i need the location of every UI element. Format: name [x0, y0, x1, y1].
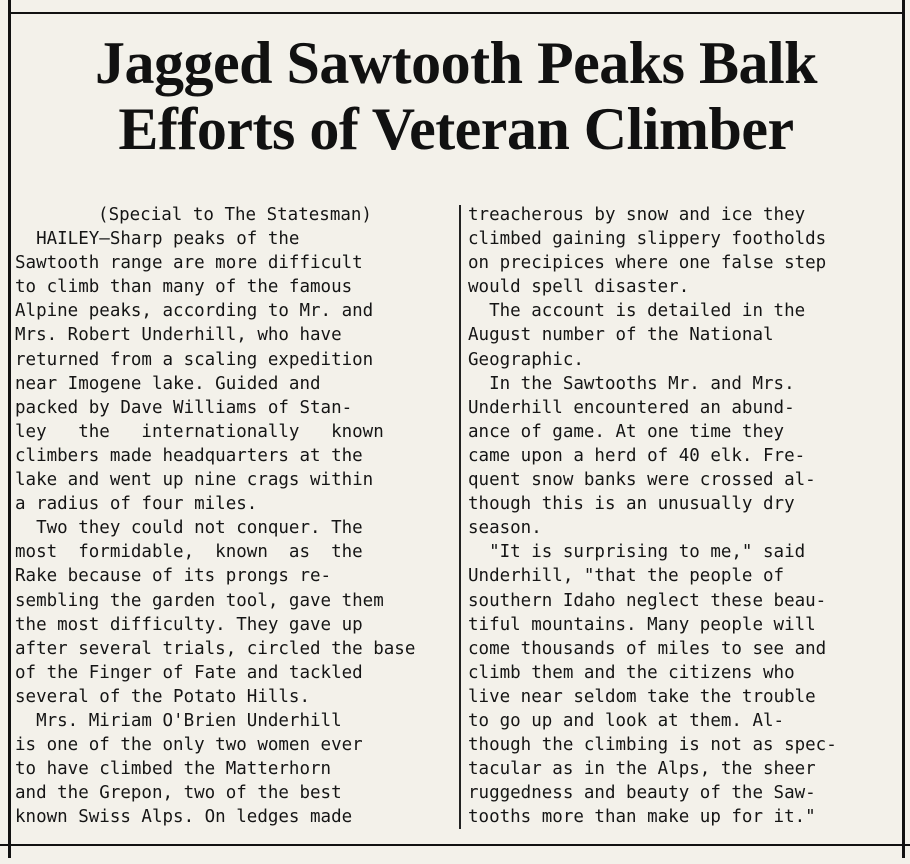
article-text-line: ruggedness and beauty of the Saw-	[468, 783, 816, 804]
article-text-line: came upon a herd of 40 elk. Fre-	[468, 445, 806, 466]
article-text-line: known Swiss Alps. On ledges made	[15, 807, 353, 828]
bottom-rule	[0, 844, 910, 846]
article-text-line: climb them and the citizens who	[468, 662, 795, 683]
article-text-line: Alpine peaks, according to Mr. and	[15, 301, 374, 322]
article-text-line: treacherous by snow and ice they	[468, 205, 806, 225]
article-text-line: sembling the garden tool, gave them	[15, 590, 384, 611]
article-text-line: to have climbed the Matterhorn	[15, 759, 332, 780]
article-text-line: to climb than many of the famous	[15, 277, 353, 298]
article-text-line: (Special to The Statesman)	[98, 205, 372, 225]
article-text-line: would spell disaster.	[468, 277, 690, 298]
article-text-line: though this is an unusually dry	[468, 494, 795, 515]
article-text-line: come thousands of miles to see and	[468, 638, 827, 659]
article-text-line: of the Finger of Fate and tackled	[15, 662, 363, 683]
article-text-line: live near seldom take the trouble	[468, 686, 816, 707]
article-text-line: the most difficulty. They gave up	[15, 614, 363, 635]
article-text-line: to go up and look at them. Al-	[468, 710, 785, 731]
article-text-line: tacular as in the Alps, the sheer	[468, 759, 816, 780]
article-text-line: most formidable, known as the	[15, 542, 363, 563]
article-text-line: near Imogene lake. Guided and	[15, 373, 321, 394]
article-text-line: after several trials, circled the base	[15, 638, 416, 659]
article-text-line: Mrs. Robert Underhill, who have	[15, 325, 342, 346]
article-text-line: quent snow banks were crossed al-	[468, 470, 816, 491]
article-text-line: season.	[468, 518, 542, 539]
article-text-line: tiful mountains. Many people will	[468, 614, 816, 635]
article-column-left	[15, 203, 455, 829]
headline	[14, 30, 898, 162]
article-text-line: "It is surprising to me," said	[468, 542, 806, 563]
article-text-line: returned from a scaling expedition	[15, 349, 374, 370]
article-text-line: southern Idaho neglect these beau-	[468, 590, 827, 611]
article-text-line: The account is detailed in the	[468, 301, 806, 322]
article-text-line: a radius of four miles.	[15, 494, 258, 515]
article-text-line: packed by Dave Williams of Stan-	[15, 397, 353, 418]
headline-line-2: Efforts of Veteran Climber	[118, 96, 794, 162]
column-divider	[459, 205, 461, 829]
article-text-line: ley the internationally known	[15, 421, 384, 442]
article-text-line: Two they could not conquer. The	[15, 518, 363, 539]
article-text-line: and the Grepon, two of the best	[15, 783, 342, 804]
article-text-line: Mrs. Miriam O'Brien Underhill	[15, 710, 342, 731]
article-text-line: Rake because of its prongs re-	[15, 566, 332, 587]
article-text-line: HAILEY—Sharp peaks of the	[15, 229, 300, 250]
article-text-line: Geographic.	[468, 349, 584, 370]
article-text-line: is one of the only two women ever	[15, 735, 363, 756]
article-text-line: Underhill, "that the people of	[468, 566, 785, 587]
article-text-line: August number of the National	[468, 325, 774, 346]
article-text-line: ance of game. At one time they	[468, 421, 785, 442]
headline-line-1: Jagged Sawtooth Peaks Balk	[94, 30, 818, 96]
article-text-line: climbers made headquarters at the	[15, 445, 363, 466]
article-text-line: several of the Potato Hills.	[15, 686, 311, 707]
article-text-line: climbed gaining slippery footholds	[468, 229, 827, 250]
article-text-line: Underhill encountered an abund-	[468, 397, 795, 418]
article-text-line: though the climbing is not as spec-	[468, 735, 837, 756]
article-column-right	[468, 203, 904, 829]
article-text-line: Sawtooth range are more difficult	[15, 253, 363, 274]
article-text-line: lake and went up nine crags within	[15, 470, 374, 491]
article-text-line: In the Sawtooths Mr. and Mrs.	[468, 373, 795, 394]
article-text-line: tooths more than make up for it."	[468, 807, 816, 828]
article-text-line: on precipices where one false step	[468, 253, 827, 274]
top-rule	[8, 12, 905, 14]
